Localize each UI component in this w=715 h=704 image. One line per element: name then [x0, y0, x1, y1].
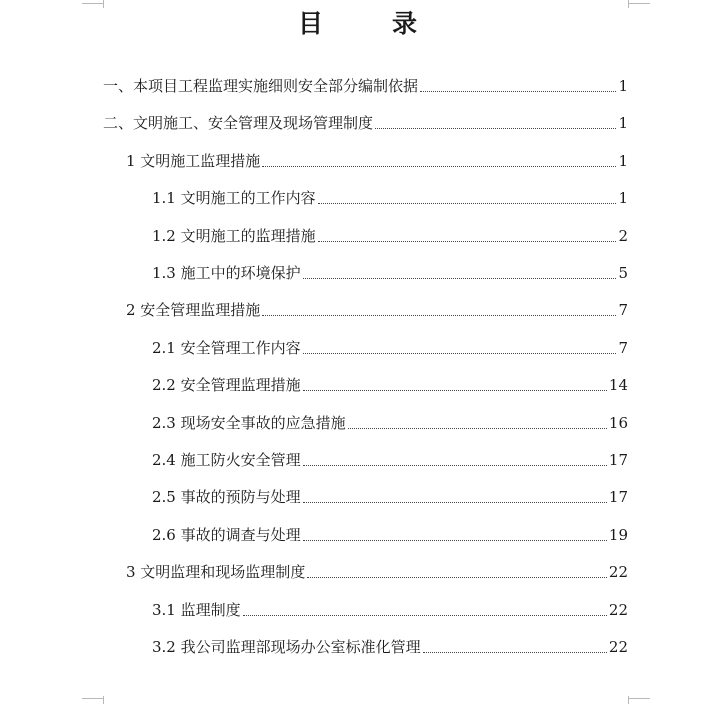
toc-entry-text: 3.1 监理制度: [152, 600, 241, 619]
toc-page-number: 22: [608, 600, 628, 619]
toc-page-number: 1: [618, 114, 628, 133]
toc-entry-text: 一、本项目工程监理实施细则安全部分编制依据: [103, 77, 419, 95]
toc-dot-leader: [303, 389, 607, 391]
toc-entry[interactable]: [152, 409, 628, 433]
toc-entry-text: 3.2 我公司监理部现场办公室标准化管理: [152, 638, 421, 656]
toc-entry[interactable]: [152, 222, 628, 246]
toc-dot-leader: [375, 127, 616, 129]
toc-page-number: 22: [608, 638, 628, 656]
toc-entry[interactable]: [152, 259, 628, 283]
toc-page-number: 17: [608, 488, 628, 507]
toc-dot-leader: [303, 501, 607, 503]
toc-entry-text: 3 文明监理和现场监理制度: [126, 563, 306, 582]
toc-entry-text: 2.2 安全管理监理措施: [152, 376, 301, 395]
toc-entry[interactable]: [152, 184, 628, 208]
toc-entry[interactable]: [126, 296, 628, 320]
toc-entry[interactable]: [103, 72, 628, 96]
toc-dot-leader: [303, 352, 617, 354]
toc-dot-leader: [348, 427, 607, 429]
toc-page-number: 16: [608, 413, 628, 432]
toc-entry[interactable]: [152, 371, 628, 395]
toc-entry[interactable]: [152, 521, 628, 545]
toc-entry-text: 2.4 施工防火安全管理: [152, 451, 301, 469]
toc-title: 目 录: [297, 9, 439, 38]
toc-page-number: 17: [608, 451, 628, 469]
toc-page-number: 1: [618, 77, 628, 95]
toc-entry-text: 1.1 文明施工的工作内容: [152, 189, 316, 208]
toc-entry-text: 1.2 文明施工的监理措施: [152, 226, 316, 245]
toc-dot-leader: [318, 240, 617, 242]
toc-dot-leader: [303, 277, 617, 279]
crop-mark-bottom-right: [628, 698, 650, 699]
toc-entry[interactable]: [152, 446, 628, 470]
toc-entry[interactable]: [126, 147, 628, 171]
toc-entry-text: 2.5 事故的预防与处理: [152, 488, 301, 507]
toc-entry-text: 2 安全管理监理措施: [126, 301, 261, 320]
toc-dot-leader: [420, 90, 616, 92]
toc-dot-leader: [307, 576, 607, 578]
toc-entry[interactable]: [152, 633, 628, 657]
toc-entry-text: 2.6 事故的调查与处理: [152, 525, 301, 544]
toc-dot-leader: [262, 314, 616, 316]
toc-page-number: 19: [608, 525, 628, 544]
toc-dot-leader: [262, 165, 616, 167]
crop-mark-top-left: [82, 3, 104, 4]
toc-entry-text: 二、文明施工、安全管理及现场管理制度: [103, 114, 374, 133]
toc-page-number: 2: [618, 226, 628, 245]
toc-dot-leader: [243, 614, 607, 616]
toc-entry[interactable]: [152, 334, 628, 358]
crop-mark-bottom-left: [103, 696, 104, 704]
toc-entry[interactable]: [152, 596, 628, 620]
toc-dot-leader: [318, 202, 617, 204]
toc-page-number: 1: [618, 189, 628, 208]
toc-entry[interactable]: [103, 109, 628, 133]
toc-dot-leader: [303, 464, 607, 466]
toc-entry[interactable]: [152, 483, 628, 507]
toc-page-number: 14: [608, 376, 628, 395]
toc-dot-leader: [423, 651, 607, 653]
toc-page-number: 5: [618, 264, 628, 282]
toc-page-number: 22: [608, 563, 628, 582]
toc-page-number: 7: [618, 338, 628, 357]
toc-entry-text: 1 文明施工监理措施: [126, 151, 261, 170]
toc-dot-leader: [303, 539, 607, 541]
toc-entry-text: 2.3 现场安全事故的应急措施: [152, 413, 346, 432]
crop-mark-bottom-left: [82, 698, 104, 699]
toc-entry[interactable]: [126, 558, 628, 582]
toc-entry-text: 2.1 安全管理工作内容: [152, 338, 301, 357]
crop-mark-top-right: [628, 3, 650, 4]
toc-entry-text: 1.3 施工中的环境保护: [152, 264, 301, 282]
crop-mark-bottom-right: [628, 696, 629, 704]
toc-page-number: 7: [618, 301, 628, 320]
toc-page-number: 1: [618, 151, 628, 170]
